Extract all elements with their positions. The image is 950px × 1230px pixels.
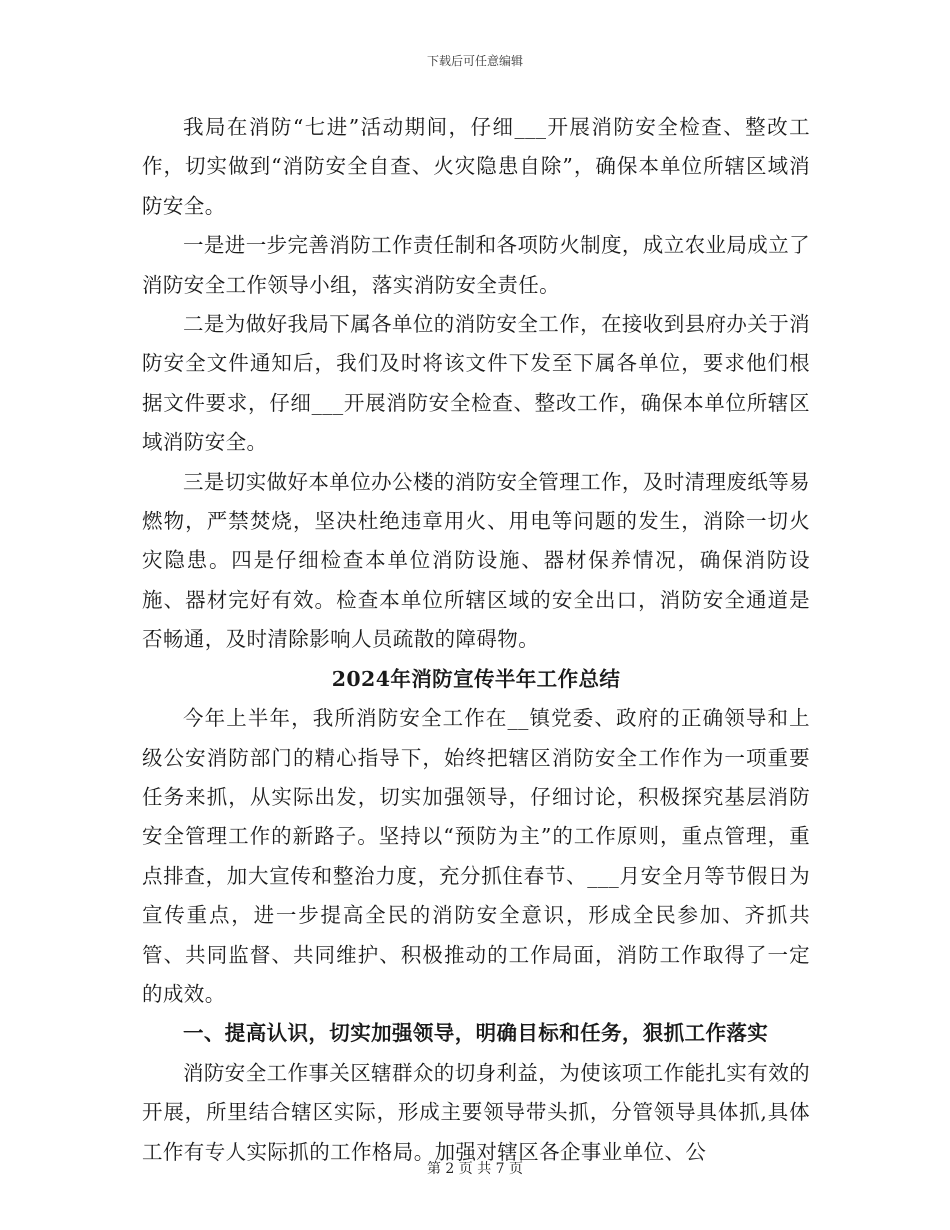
- paragraph-half-year-summary: 今年上半年，我所消防安全工作在__镇党委、政府的正确领导和上级公安消防部门的精心指导下，始终把辖区消防安全工作作为一项重要任务来抓，从实际出发，切实加强领导，仔细讨论，积极探究基层消防安全管理工作的新路子。坚持以“预防为主”的工作原则，重点管理，重点排查，加大宣传和整治力度，充分抓住春节、___月安全月等节假日为宣传重点，进一步提高全民的消防安全意识，形成全民参加、齐抓共管、共同监督、共同维护、积极推动的工作局面，消防工作取得了一定的成效。: [142, 706, 810, 1006]
- paragraph-point-three-four: 三是切实做好本单位办公楼的消防安全管理工作，及时清理废纸等易燃物，严禁焚烧，坚决杜绝违章用火、用电等问题的发生，消除一切火灾隐患。四是仔细检查本单位消防设施、器材保养情况，确保消防设施、器材完好有效。检查本单位所辖区域的安全出口，消防安全通道是否畅通，及时清除影响人员疏散的障碍物。: [142, 469, 810, 652]
- paragraph-inspection-intro: 我局在消防“七进”活动期间，仔细___开展消防安全检查、整改工作，切实做到“消防安全自查、火灾隐患自除”，确保本单位所辖区域消防安全。: [142, 115, 810, 218]
- section-heading-one: 一、提高认识，切实加强领导，明确目标和任务，狠抓工作落实: [183, 1021, 769, 1046]
- paragraph-section-one-body: 消防安全工作事关区辖群众的切身利益，为使该项工作能扎实有效的开展，所里结合辖区实际，形成主要领导带头抓，分管领导具体抓,具体工作有专人实际抓的工作格局。加强对辖区各企事业单位、公: [142, 1060, 810, 1164]
- document-body: [142, 108, 810, 1172]
- page-number-footer: 第 2 页 共 7 页: [426, 1161, 524, 1177]
- page-header-note: 下载后可任意编辑: [426, 54, 523, 68]
- paragraph-point-two: 二是为做好我局下属各单位的消防安全工作，在接收到县府办关于消防安全文件通知后，我们及时将该文件下发至下属各单位，要求他们根据文件要求，仔细___开展消防安全检查、整改工作，确保本单位所辖区域消防安全。: [142, 312, 810, 455]
- paragraph-point-one: 一是进一步完善消防工作责任制和各项防火制度，成立农业局成立了消防安全工作领导小组，落实消防安全责任。: [142, 233, 810, 297]
- document-title: 2024年消防宣传半年工作总结: [331, 666, 621, 691]
